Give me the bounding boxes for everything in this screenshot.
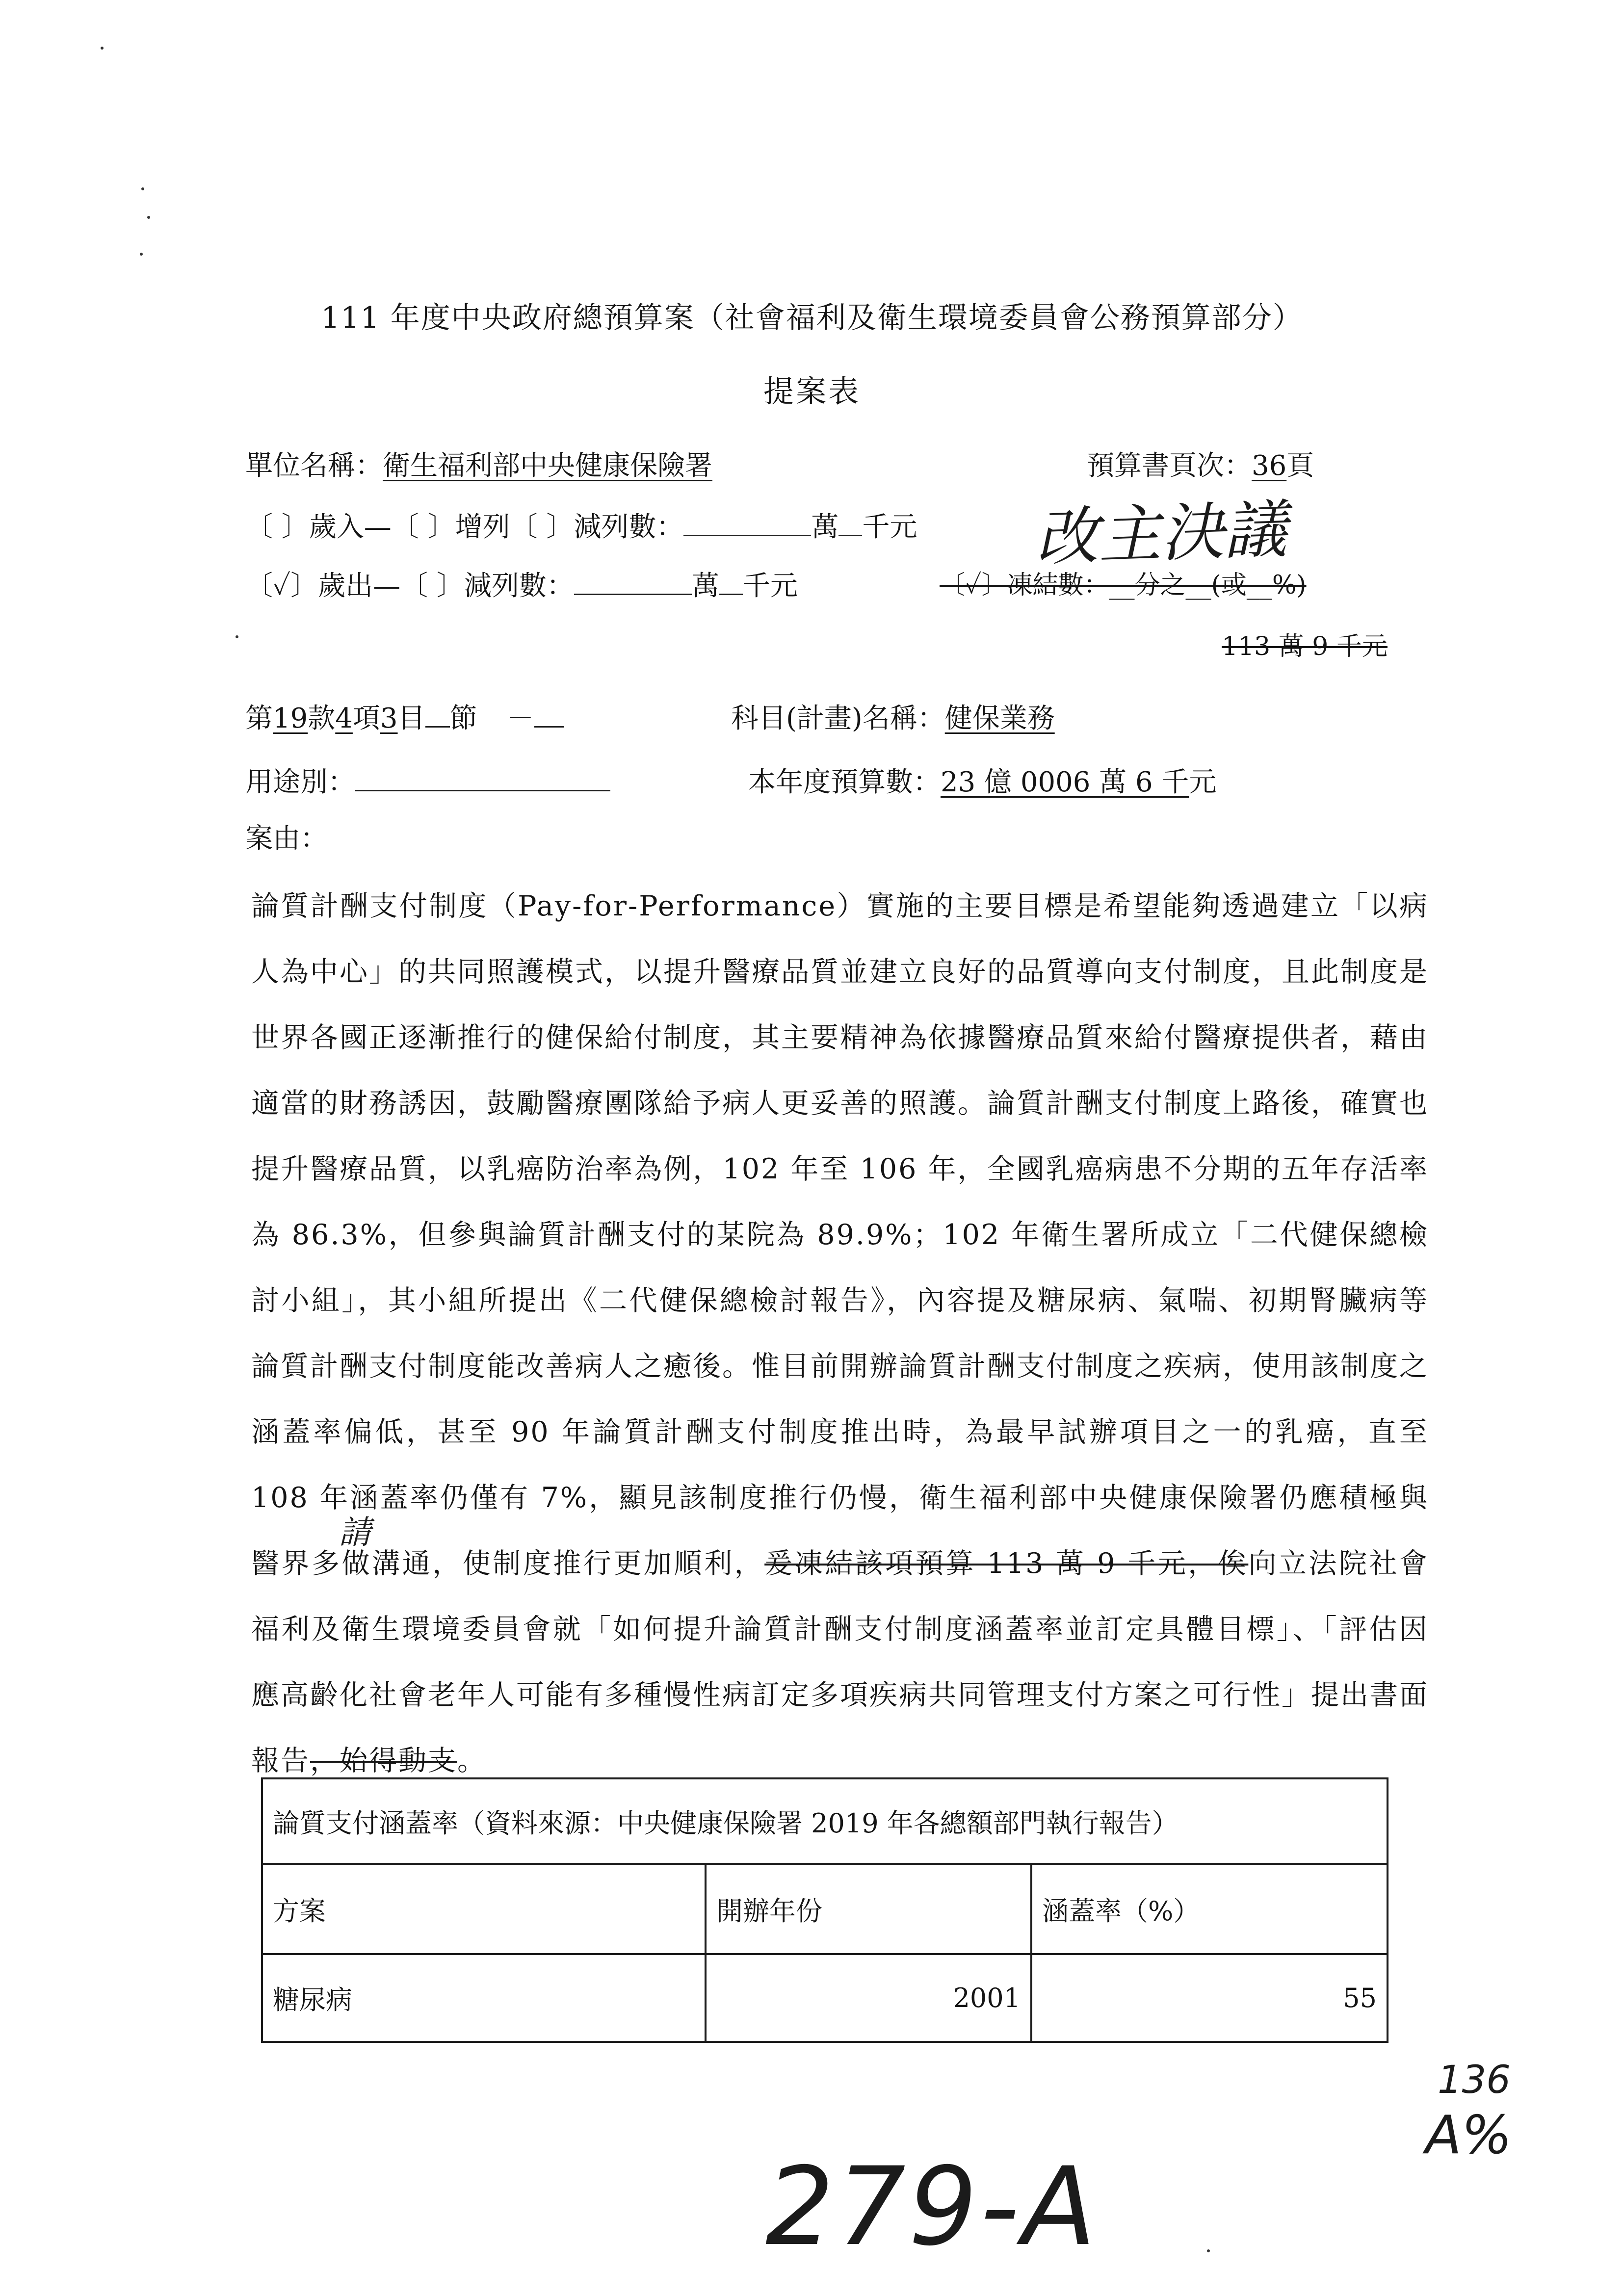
revenue-label: 〔 〕歲入—〔 〕增列〔 〕減列數： [245, 511, 684, 543]
column-header-coverage-rate: 涵蓋率（%） [1031, 1864, 1388, 1954]
subject-value: 健保業務 [944, 703, 1055, 734]
handwritten-corner-mark: A% [1425, 2105, 1512, 2166]
scan-speck [140, 253, 143, 256]
revenue-row [245, 505, 917, 545]
column-header-plan: 方案 [262, 1864, 706, 1954]
document-subtitle: 提案表 [763, 373, 861, 409]
reason-text-main: 論質計酬支付制度（Pay-for-Performance）實施的主要目標是希望能夠透過建立「以病人為中心」的共同照護模式，以提升醫療品質並建立良好的品質導向支付制度，且此制度是世界各國正逐漸推行的健保給付制度，其主要精神為依據醫療品質來給付醫療提供者，藉由適當的財務誘因，鼓勵醫療團隊給予病人更妥善的照護。論質計酬支付制度上路後，確實也提升醫療品質，以乳癌防治率為例，102 年至 106 年，全國乳癌病患不分期的五年存活率為 86.3%，但參與論質計酬支付的某院為 89.9%；102 年衛生署所成立「二代健保總檢討小組」，其小組所提出《二代健保總檢討報告》，內容提及糖尿病、氣喘、初期腎臟病等論質計酬支付制度能改善病人之癒後。惟目前開辦論質計酬支付制度之疾病，使用該制度之涵蓋率偏低，甚至 90 年論質計酬支付制度推出時，為最早試辦項目之一的乳癌，直至 108 年涵蓋率仍僅有 7%，顯見該制度推行仍慢，衛生福利部中央健康保險署仍應積極與醫界多做溝通，使制度推行更加順利， [251, 890, 1429, 1580]
coverage-table [261, 1777, 1388, 2043]
scan-speck [141, 187, 144, 190]
item-dash-blank [534, 706, 564, 728]
expenditure-qian-blank [719, 574, 743, 595]
scan-speck [101, 47, 104, 50]
item-dash: － [506, 703, 534, 734]
handwritten-insert-mark: 請 [339, 1513, 371, 1551]
revenue-qian: 千元 [862, 511, 917, 543]
budget-page-value: 36 [1252, 450, 1287, 482]
reason-text-middle: 向立法院社會福利及衛生環境委員會就「如何提升論質計酬支付制度涵蓋率並訂定具體目標」、「評估因應高齡化社會老年人可能有多種慢性病訂定多項疾病共同管理支付方案之可行性」提出書面報告 [251, 1547, 1429, 1777]
coverage-table-header-row [262, 1864, 1388, 1954]
budget-page-unit: 頁 [1286, 450, 1314, 482]
usage-row [245, 760, 610, 800]
revenue-wan: 萬 [811, 511, 839, 543]
scan-speck [147, 216, 150, 219]
revenue-wan-blank [683, 515, 811, 536]
item-jie-blank [425, 706, 450, 728]
budget-item-row [245, 697, 564, 736]
item-jie: 節 [449, 703, 477, 734]
cell-plan: 糖尿病 [262, 1954, 706, 2042]
budget-page-row [1087, 444, 1314, 483]
coverage-table-caption: 論質支付涵蓋率（資料來源：中央健康保險署 2019 年各總額部門執行報告） [262, 1778, 1388, 1864]
item-mu-number: 3 [380, 703, 398, 734]
handwritten-corner-number: 136 [1438, 2058, 1511, 2102]
item-kuan: 款 [308, 703, 336, 734]
cell-coverage-rate: 55 [1031, 1954, 1388, 2042]
item-xiang-number: 4 [335, 703, 353, 734]
document-title: 111 年度中央政府總預算案（社會福利及衛生環境委員會公務預算部分） [321, 301, 1303, 335]
scan-speck [236, 635, 238, 638]
freeze-amount-struck: 113 萬 9 千元 [1222, 632, 1388, 661]
unit-name-row [245, 444, 712, 483]
usage-blank [355, 770, 610, 791]
item-mu: 目 [397, 703, 425, 734]
subject-label: 科目(計畫)名稱： [731, 703, 945, 734]
cell-start-year: 2001 [706, 1954, 1031, 2042]
column-header-start-year: 開辦年份 [706, 1864, 1031, 1954]
annual-budget-label: 本年度預算數： [748, 766, 941, 798]
item-xiang: 項 [352, 703, 380, 734]
expenditure-wan: 萬 [691, 570, 719, 602]
annual-budget-row [748, 760, 1216, 800]
coverage-table-caption-row [262, 1778, 1388, 1864]
table-row [262, 1954, 1388, 2042]
budget-page-label: 預算書頁次： [1087, 450, 1252, 482]
reason-text-end: 。 [457, 1745, 487, 1777]
expenditure-row [245, 564, 798, 603]
handwritten-resolution-note: 改主決議 [1034, 493, 1288, 575]
expenditure-qian: 千元 [742, 570, 798, 602]
reason-struck-freeze: 爰凍結該項預算 113 萬 9 千元，俟 [764, 1547, 1249, 1580]
item-kuan-number: 19 [273, 703, 308, 734]
reason-label: 案由： [245, 823, 328, 855]
scan-speck [1207, 2249, 1210, 2252]
unit-name-value: 衛生福利部中央健康保險署 [383, 450, 712, 482]
reason-body [251, 873, 1429, 1794]
item-di: 第 [245, 703, 273, 734]
usage-label: 用途別： [245, 766, 355, 798]
unit-name-label: 單位名稱： [245, 450, 383, 482]
revenue-qian-blank [838, 515, 862, 536]
expenditure-label: 〔✓〕歲出—〔 〕減列數： [245, 570, 574, 602]
annual-budget-value: 23 億 0006 萬 6 千 [941, 766, 1189, 798]
subject-row [731, 697, 1055, 736]
expenditure-wan-blank [574, 574, 692, 595]
annual-budget-unit: 元 [1189, 766, 1217, 798]
handwritten-page-code: 279-A [765, 2144, 1099, 2270]
reason-struck-release: ，始得動支 [310, 1745, 457, 1777]
freeze-ratio-struck: 〔✓〕凍結數：__分之__(或__%) [940, 571, 1307, 600]
